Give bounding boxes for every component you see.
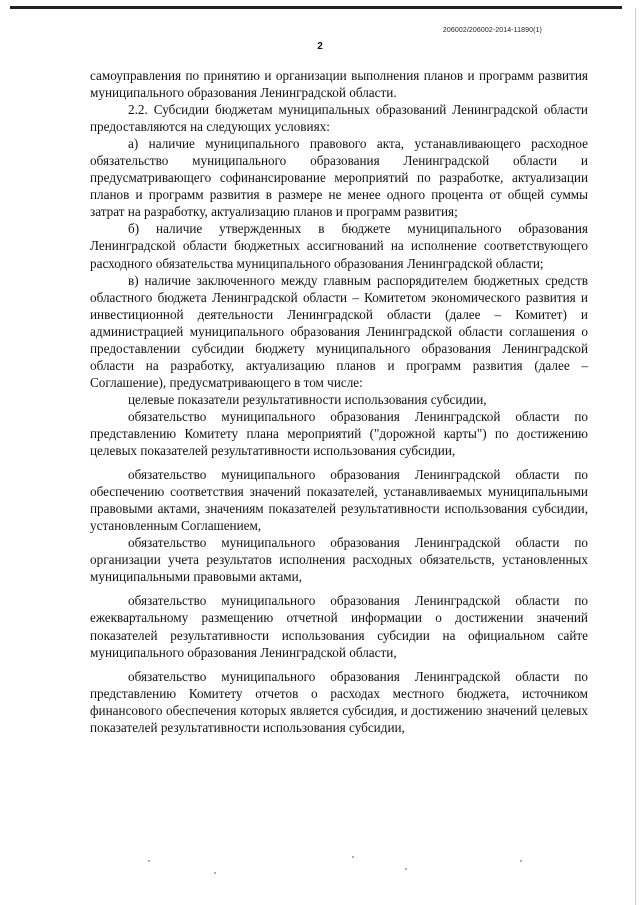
scan-top-border: [10, 6, 622, 9]
paragraph-condition-v: в) наличие заключенного между главным распорядителем бюджетных средств областного бюджета Ленинградской области – Комитетом экономического развития и инвестиционной деятельности Ленинградской области (далее – Комитет) и администрацией муниципального образования Ленинградской области соглашения о предоставлении субсидии бюджету муниципального образования Ленинградской области на разработку, актуализацию планов и программ развития (далее – Соглашение), предусматривающего в том числе:: [90, 272, 588, 390]
document-id: 206002/206002-2014-11890(1): [442, 27, 542, 34]
paragraph-condition-b: б) наличие утвержденных в бюджете муниципального образования Ленинградской области бюджетных ассигнований на исполнение соответствующего расходного обязательства муниципального образования Ленинградской области;: [90, 221, 588, 271]
paragraph-accounting-obligation: обязательство муниципального образования Ленинградской области по организации учета результатов исполнения расходных обязательств, установленных муниципальными правовыми актами,: [90, 535, 588, 585]
paragraph-compliance-obligation: обязательство муниципального образования Ленинградской области по обеспечению соответствия значений показателей, устанавливаемых муниципальными правовыми актами, значениям показателей результативности использования субсидии, установленным Соглашением,: [90, 467, 588, 534]
scan-speck: [352, 856, 354, 858]
scan-speck: [214, 872, 216, 874]
scan-speck: [148, 860, 150, 862]
paragraph-roadmap-obligation: обязательство муниципального образования Ленинградской области по представлению Комитету плана мероприятий ("дорожной карты") по достижению целевых показателей результативности использования субсидии,: [90, 408, 588, 459]
paragraph-2-2: 2.2. Субсидии бюджетам муниципальных образований Ленинградской области предоставляются на следующих условиях:: [90, 102, 588, 135]
scan-right-edge: [635, 8, 636, 905]
page-number: 2: [317, 41, 323, 52]
document-body: [90, 67, 588, 736]
scan-speck: [405, 868, 407, 870]
paragraph-condition-a: а) наличие муниципального правового акта, устанавливающего расходное обязательство муниципального образования Ленинградской области и предусматривающего софинансирование мероприятий по разработке, актуализации планов и программ развития в размере не менее одного процента от общей суммы затрат на разработку, актуализацию планов и программ развития;: [90, 136, 588, 220]
paragraph-target-indicators: целевые показатели результативности использования субсидии,: [128, 391, 487, 407]
paragraph-reporting-obligation: обязательство муниципального образования Ленинградской области по ежеквартальному размещению отчетной информации о достижении значений показателей результативности использования субсидии на официальном сайте муниципального образования Ленинградской области,: [90, 593, 588, 660]
paragraph-expense-report-obligation: обязательство муниципального образования Ленинградской области по представлению Комитету отчетов о расходах местного бюджета, источником финансового обеспечения которых является субсидия, и достижению значений целевых показателей результативности использования субсидии,: [90, 668, 588, 735]
scan-speck: [520, 860, 522, 862]
paragraph-continuation: самоуправления по принятию и организации выполнения планов и программ развития муниципального образования Ленинградской области.: [90, 68, 588, 101]
